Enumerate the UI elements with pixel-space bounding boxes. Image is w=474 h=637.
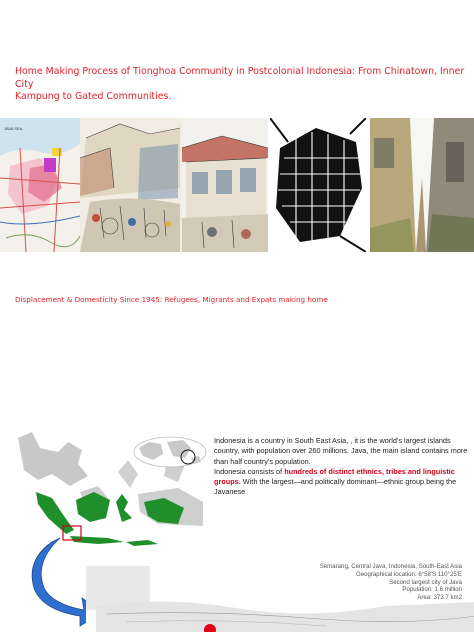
semarang-map-image — [0, 118, 80, 252]
indonesia-info-text — [214, 436, 470, 498]
caption-line-4: Population: 1.6 million — [402, 586, 462, 594]
info-paragraph-2 — [214, 467, 470, 498]
section-subtitle: Displacement & Domesticity Since 1945: Refugees, Migrants and Expats making home — [15, 295, 328, 304]
title-line-2: Kampung to Gated Communities. — [15, 91, 172, 102]
caption-line-3: Second largest city of Java — [389, 578, 462, 586]
page-title — [15, 66, 465, 104]
title-line-1: Home Making Process of Tionghoa Community in Postcolonial Indonesia: From Chinatown, Inner City — [15, 66, 465, 90]
street-sketch-image-1 — [80, 118, 182, 252]
district-map-image — [270, 118, 366, 252]
caption-line-1: Semarang, Central Java, Indonesia, South-East Asia — [319, 563, 462, 570]
world-globe-inset — [133, 436, 208, 468]
info-highlight: hundreds of distinct ethnics, tribes and linguistic groups. — [214, 466, 455, 487]
image-strip — [0, 118, 474, 252]
alley-photo-image — [370, 118, 474, 252]
street-sketch-image-2 — [182, 118, 268, 252]
location-caption — [232, 563, 462, 602]
caption-line-5: Area: 373.7 km2 — [417, 594, 462, 602]
info-paragraph-1: Indonesia is a country in South East Asia, , it is the world's largest islands country, with population over 260 millions. Java, the main island contains more than half country's population. — [214, 436, 468, 466]
info-p2-rest: With the largest—and politically dominant—ethnic group being the Javanese — [214, 477, 457, 497]
map-sea-label: JAVA SEA — [4, 126, 23, 131]
info-p2-text: Indonesia consists of — [214, 466, 285, 476]
caption-line-2: Geographical location: 6°58'S 110°25'E — [355, 570, 462, 578]
